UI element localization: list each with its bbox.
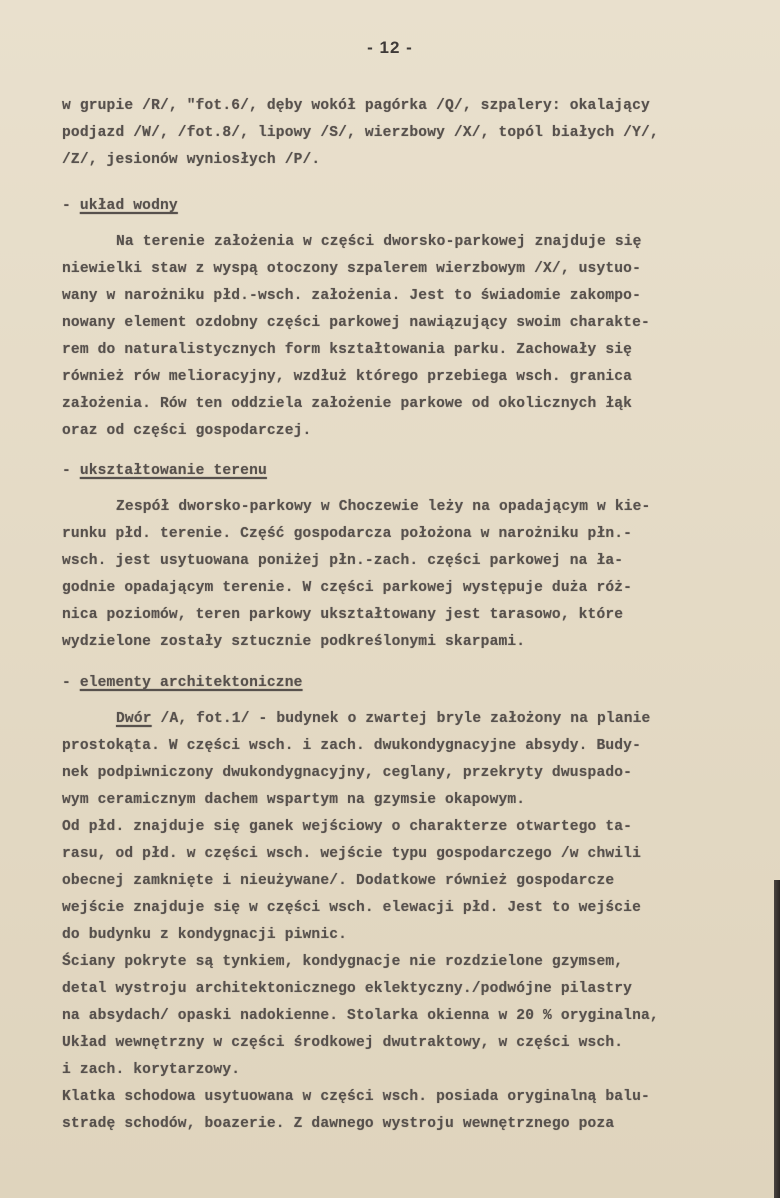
text-line: wany w narożniku płd.-wsch. założenia. Jest to świadomie zakompo- bbox=[62, 288, 641, 304]
section-heading-architecture bbox=[62, 675, 303, 691]
text-line bbox=[116, 711, 650, 727]
text-line: Klatka schodowa usytuowana w części wsch. posiada oryginalną balu- bbox=[62, 1089, 650, 1105]
text-line: detal wystroju architektonicznego eklektyczny./podwójne pilastry bbox=[62, 981, 633, 997]
bullet-dash: - bbox=[62, 675, 80, 691]
text-line: rem do naturalistycznych form kształtowania parku. Zachowały się bbox=[62, 342, 633, 358]
text-line: w grupie /R/, "fot.6/, dęby wokół pagórka /Q/, szpalery: okalający bbox=[62, 98, 650, 114]
section-title: układ wodny bbox=[79, 198, 178, 214]
bullet-dash: - bbox=[62, 463, 80, 479]
text-line: stradę schodów, boazerie. Z dawnego wystroju wewnętrznego poza bbox=[62, 1116, 615, 1132]
text-line: prostokąta. W części wsch. i zach. dwukondygnacyjne absydy. Budy- bbox=[62, 738, 641, 754]
section-title: elementy architektoniczne bbox=[79, 675, 303, 691]
text-line: wejście znajduje się w części wsch. elewacji płd. Jest to wejście bbox=[62, 900, 641, 916]
text-line: rasu, od płd. w części wsch. wejście typu gospodarczego /w chwili bbox=[62, 846, 641, 862]
text-line: godnie opadającym terenie. W części parkowej występuje duża róż- bbox=[62, 580, 633, 596]
text-line: założenia. Rów ten oddziela założenie parkowe od okolicznych łąk bbox=[62, 396, 633, 412]
section-title: ukształtowanie terenu bbox=[79, 463, 267, 479]
text-line: Zespół dworsko-parkowy w Choczewie leży na opadającym w kie- bbox=[116, 499, 651, 515]
text-line: runku płd. terenie. Część gospodarcza położona w narożniku płn.- bbox=[62, 526, 633, 542]
text-line: wydzielone zostały sztucznie podkreślonymi skarpami. bbox=[62, 634, 526, 650]
text-line: i zach. korytarzowy. bbox=[62, 1062, 241, 1078]
text-line: Od płd. znajduje się ganek wejściowy o charakterze otwartego ta- bbox=[62, 819, 633, 835]
text-line: nica poziomów, teren parkowy ukształtowany jest tarasowo, które bbox=[62, 607, 624, 623]
text-line: nek podpiwniczony dwukondygnacyjny, ceglany, przekryty dwuspado- bbox=[62, 765, 633, 781]
text-line: również rów melioracyjny, wzdłuż którego przebiega wsch. granica bbox=[62, 369, 633, 385]
text-line: obecnej zamknięte i nieużywane/. Dodatkowe również gospodarcze bbox=[62, 873, 615, 889]
text-line: na absydach/ opaski nadokienne. Stolarka okienna w 20 % oryginalna, bbox=[62, 1008, 659, 1024]
text-line: niewielki staw z wyspą otoczony szpalerem wierzbowym /X/, usytuo- bbox=[62, 261, 641, 277]
text-line: wsch. jest usytuowana poniżej płn.-zach. części parkowej na ła- bbox=[62, 553, 624, 569]
text-line: wym ceramicznym dachem wspartym na gzymsie okapowym. bbox=[62, 792, 526, 808]
section-heading-terrain bbox=[62, 463, 267, 479]
section-heading-water bbox=[62, 198, 178, 214]
text-line: nowany element ozdobny części parkowej nawiązujący swoim charakte- bbox=[62, 315, 650, 331]
text-span: /A, fot.1/ - budynek o zwartej bryle założony na planie bbox=[151, 711, 651, 727]
text-line: Ściany pokryte są tynkiem, kondygnacje nie rozdzielone gzymsem, bbox=[62, 954, 624, 970]
text-line: podjazd /W/, /fot.8/, lipowy /S/, wierzbowy /X/, topól białych /Y/, bbox=[62, 125, 659, 141]
text-line: Na terenie założenia w części dworsko-parkowej znajduje się bbox=[116, 234, 642, 250]
scan-edge-shadow bbox=[774, 880, 780, 1198]
bullet-dash: - bbox=[62, 198, 80, 214]
text-line: oraz od części gospodarczej. bbox=[62, 423, 312, 439]
text-line: /Z/, jesionów wyniosłych /P/. bbox=[62, 152, 321, 168]
text-line: do budynku z kondygnacji piwnic. bbox=[62, 927, 348, 943]
text-line: Układ wewnętrzny w części środkowej dwutraktowy, w części wsch. bbox=[62, 1035, 624, 1051]
page-number: - 12 - bbox=[367, 38, 413, 57]
lead-word-manor: Dwór bbox=[116, 711, 152, 727]
